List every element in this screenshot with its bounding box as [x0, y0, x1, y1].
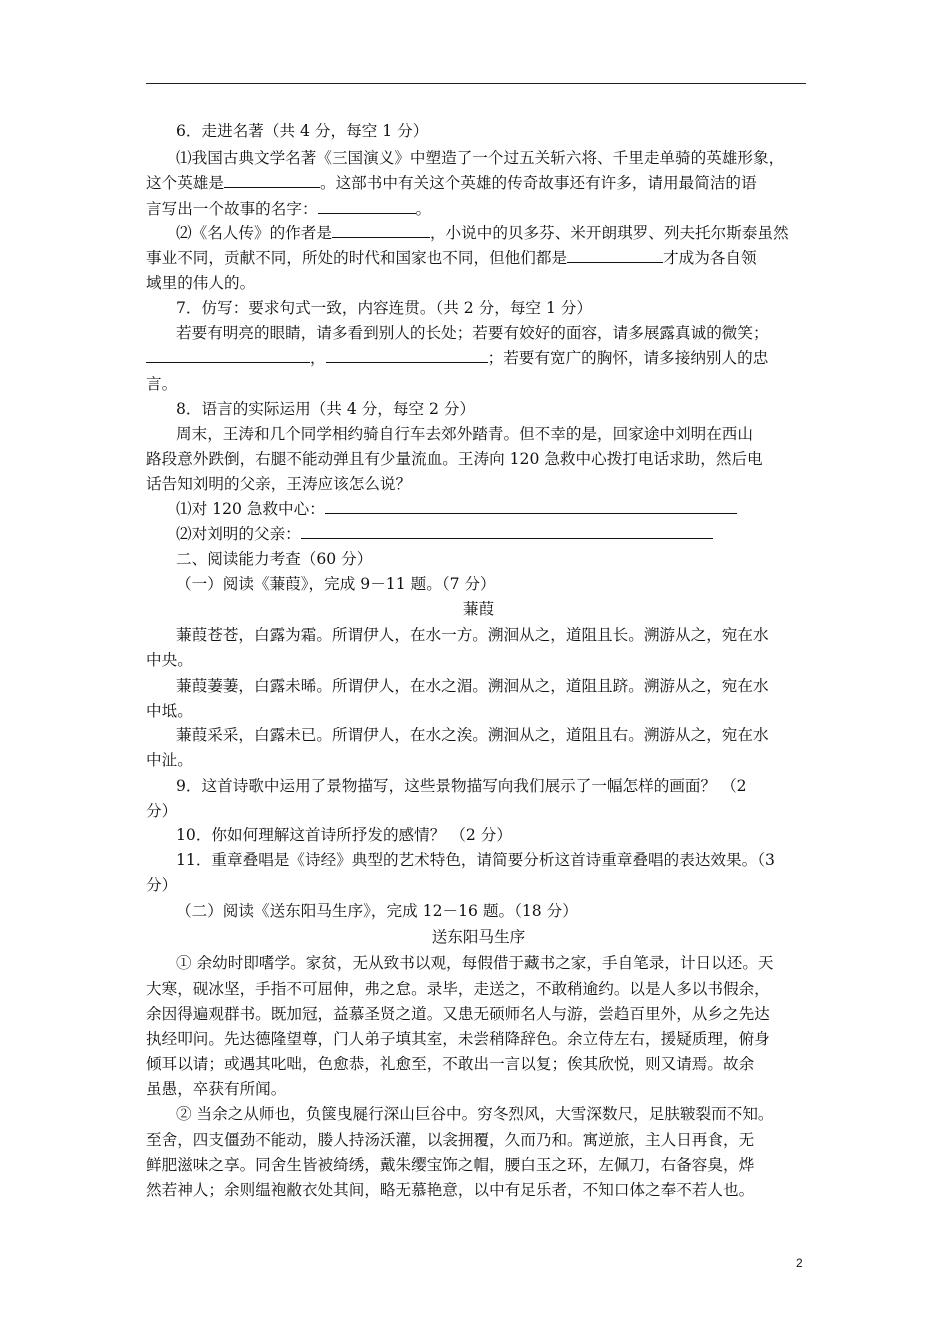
poem-stanza3-line1: 蒹葭采采，白露未已。所谓伊人，在水之涘。溯洄从之，道阻且右。溯游从之，宛在水	[176, 726, 769, 744]
answer-blank	[325, 498, 737, 514]
para2-line: 然若神人；余则缊袍敝衣处其间，略无慕艳意，以中有足乐者，不知口体之奉不若人也。	[146, 1181, 755, 1199]
q8-line1: 周末，王涛和几个同学相约骑自行车去郊外踏青。但不幸的是，回家途中刘明在西山	[176, 425, 753, 443]
q7-title: 7．仿写：要求句式一致，内容连贯。（共 2 分，每空 1 分）	[176, 299, 593, 317]
q8-line2: 路段意外跌倒，右腿不能动弹且有少量流血。王涛向 120 急救中心拨打电话求助，然后电	[146, 450, 763, 468]
poem-stanza1-line2: 中央。	[146, 651, 193, 669]
answer-blank	[146, 347, 310, 363]
q9-line2: 分）	[146, 802, 178, 820]
q6-part1-line1: ⑴我国古典文学名著《三国演义》中塑造了一个过五关斩六将、千里走单骑的英雄形象，	[176, 149, 785, 167]
section2-title: 二、阅读能力考查（60 分）	[176, 550, 373, 568]
poem-stanza2-line2: 中坻。	[146, 702, 193, 720]
header-rule	[146, 83, 806, 84]
part1-heading: （一）阅读《蒹葭》，完成 9－11 题。（7 分）	[176, 575, 496, 593]
answer-blank	[567, 247, 663, 263]
q7-line3: 言。	[146, 375, 178, 393]
text-title: 送东阳马生序	[431, 928, 526, 946]
answer-blank	[318, 198, 416, 214]
q11-line1: 11．重章叠唱是《诗经》典型的艺术特色，请简要分析这首诗重章叠唱的表达效果。（3	[176, 851, 775, 869]
poem-stanza3-line2: 中沚。	[146, 751, 193, 769]
q8-title: 8．语言的实际运用（共 4 分，每空 2 分）	[176, 400, 476, 418]
para1-line: 倾耳以请；或遇其叱咄，色愈恭，礼愈至，不敢出一言以复；俟其欣悦，则又请焉。故余	[146, 1055, 755, 1073]
answer-blank	[326, 347, 488, 363]
para2-line: ② 当余之从师也，负箧曳屣行深山巨谷中。穷冬烈风，大雪深数尺，足肤皲裂而不知。	[176, 1105, 774, 1123]
para1-line: 执经叩问。先达德隆望尊，门人弟子填其室，未尝稍降辞色。余立侍左右，援疑质理，俯身	[146, 1030, 770, 1048]
q6-part2-line3: 域里的伟人的。	[146, 274, 256, 292]
para1-line: 大寒，砚冰坚，手指不可屈伸，弗之怠。录毕，走送之，不敢稍逾约。以是人多以书假余，	[146, 980, 770, 998]
poem-stanza2-line1: 蒹葭萋萋，白露未晞。所谓伊人，在水之湄。溯洄从之，道阻且跻。溯游从之，宛在水	[176, 677, 769, 695]
q8-answer1: ⑴对 120 急救中心：	[176, 498, 811, 520]
para2-line: 鲜肥滋味之享。同舍生皆被绮绣，戴朱缨宝饰之帽，腰白玉之环，左佩刀，右备容臭，烨	[146, 1156, 755, 1174]
poem-stanza1-line1: 蒹葭苍苍，白露为霜。所谓伊人，在水一方。溯洄从之，道阻且长。溯游从之，宛在水	[176, 626, 769, 644]
part2-heading: （二）阅读《送东阳马生序》，完成 12－16 题。（18 分）	[176, 902, 578, 920]
para2-line: 至舍，四支僵劲不能动，媵人持汤沃灌，以衾拥覆，久而乃和。寓逆旅，主人日再食，无	[146, 1131, 755, 1149]
answer-blank	[301, 523, 713, 539]
answer-blank	[224, 172, 320, 188]
q11-line2: 分）	[146, 876, 178, 894]
q10: 10．你如何理解这首诗所抒发的感情？ （2 分）	[176, 826, 512, 844]
q6-part2-line2: 事业不同，贡献不同，所处的时代和国家也不同，但他们都是 才成为各自领	[146, 249, 757, 267]
q7-line1: 若要有明亮的眼睛，请多看到别人的长处；若要有姣好的面容，请多展露真诚的微笑；	[176, 324, 769, 342]
q7-line2: ， ；若要有宽广的胸怀，请多接纳别人的忠	[146, 347, 811, 369]
q6-part1-line2: 这个英雄是 。这部书中有关这个英雄的传奇故事还有许多，请用最简洁的语	[146, 174, 757, 192]
para1-line: 虽愚，卒获有所闻。	[146, 1080, 287, 1098]
q9-line1: 9．这首诗歌中运用了景物描写，这些景物描写向我们展示了一幅怎样的画面？ （2	[176, 777, 747, 795]
q6-part2-line1: ⑵《名人传》的作者是 ，小说中的贝多芬、米开朗琪罗、列夫托尔斯泰虽然	[176, 224, 789, 242]
para1-line: 余因得遍观群书。既加冠，益慕圣贤之道。又患无硕师名人与游，尝趋百里外，从乡之先达	[146, 1005, 770, 1023]
poem-title: 蒹葭	[462, 600, 495, 618]
q8-answer2: ⑵对刘明的父亲：	[176, 523, 811, 545]
q6-title: 6．走进名著（共 4 分，每空 1 分）	[176, 122, 429, 140]
q6-part1-line3: 言写出一个故事的名字： 。	[146, 200, 432, 218]
para1-line: ① 余幼时即嗜学。家贫，无从致书以观，每假借于藏书之家，手自笔录，计日以还。天	[176, 954, 774, 972]
page-number: 2	[796, 1256, 803, 1270]
q8-line3: 话告知刘明的父亲，王涛应该怎么说？	[146, 475, 412, 493]
answer-blank	[332, 222, 430, 238]
